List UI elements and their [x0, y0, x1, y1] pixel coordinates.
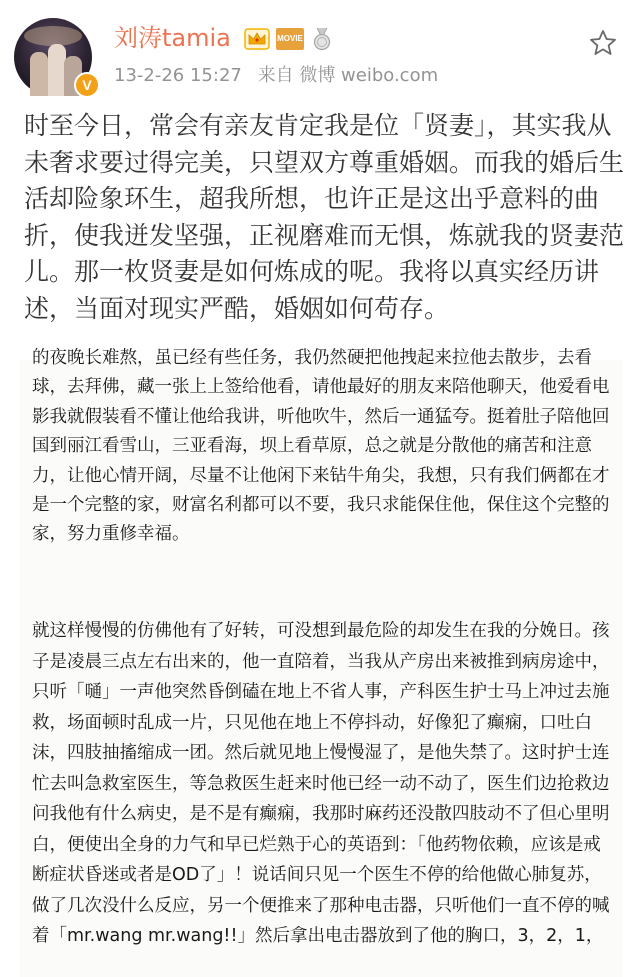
scanned-text-image[interactable]: [20, 348, 622, 977]
verified-badge-icon: V: [74, 72, 100, 98]
user-badges: [244, 24, 340, 54]
post-source[interactable]: 来自 微博 weibo.com: [257, 65, 439, 86]
movie-badge-icon[interactable]: MOVIE: [276, 28, 304, 50]
username-link[interactable]: 刘涛tamia: [114, 24, 231, 52]
medal-icon[interactable]: [310, 27, 334, 51]
avatar-figure: [30, 52, 48, 96]
scan-paragraph-1: 的夜晚长难熬，虽已经有些任务，我仍然硬把他拽起来拉他去散步，去看球，去拜佛，藏一张上上签给他看，请他最好的朋友来陪他聊天，他爱看电影我就假装看不懂让他给我讲，听他吹牛，然后一通猛夸。挺着肚子陪他回国到丽江看雪山，三亚看海，坝上看草原，总之就是分散他的痛苦和注意力，让他心情开阔，尽量不让他闲下来钻牛角尖，我想，只有我们俩都在才是一个完整的家，财富名利都可以不要，我只求能保住他，保住这个完整的家，努力重修幸福。: [32, 348, 610, 545]
post-timestamp[interactable]: 13-2-26 15:27: [114, 65, 242, 86]
post-meta: [114, 62, 448, 90]
star-icon[interactable]: [588, 28, 618, 58]
scan-paragraph-2: 就这样慢慢的仿佛他有了好转，可没想到最危险的却发生在我的分娩日。孩子是凌晨三点左右出来的，他一直陪着，当我从产房出来被推到病房途中，只听「嗵」一声他突然昏倒磕在地上不省人事，产科医生护士马上冲过去施救，场面顿时乱成一片，只见他在地上不停抖动，好像犯了癫痫，口吐白沫，四肢抽搐缩成一团。然后就见地上慢慢湿了，是他失禁了。这时护士连忙去叫急救室医生，等急救医生赶来时他已经一动不动了，医生们边抢救边问我他有什么病史，是不是有癫痫，我那时麻药还没散四肢动不了但心里明白，便使出全身的力气和早已烂熟于心的英语到：「他药物依赖，应该是戒断症状昏迷或者是OD了」！说话间只见一个医生不停的给他做心肺复苏，做了几次没什么反应，另一个便推来了那种电击器，只听他们一直不停的喊着「mr.wang mr.wang!!」然后拿出电击器放到了他的胸口，3，2，1，: [32, 621, 610, 946]
post-text: 时至今日，常会有亲友肯定我是位「贤妻」，其实我从未奢求要过得完美，只望双方尊重婚姻。而我的婚后生活却险象环生，超我所想，也许正是这出乎意料的曲折，使我迸发坚强，正视磨难而无惧，炼就我的贤妻范儿。那一枚贤妻是如何炼成的呢。我将以真实经历讲述，当面对现实严酷，婚姻如何苟存。: [24, 111, 625, 323]
avatar-light: [24, 26, 82, 46]
crown-icon[interactable]: [244, 28, 270, 50]
